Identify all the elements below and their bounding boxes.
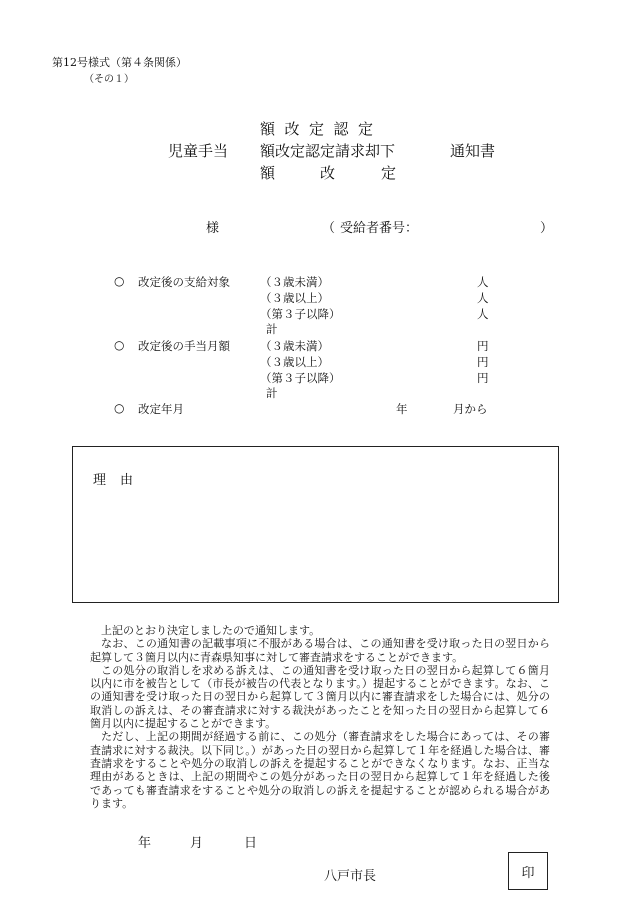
revision-month-from: 月から bbox=[453, 402, 488, 416]
recipient-number-close-paren: ） bbox=[540, 221, 554, 236]
title-allowance-label: 児童手当 bbox=[168, 142, 229, 160]
amount-label: 改定後の手当月額 bbox=[138, 339, 230, 353]
date-month-unit: 月 bbox=[190, 836, 204, 851]
reason-box bbox=[72, 446, 559, 603]
eligible-label: 改定後の支給対象 bbox=[138, 275, 230, 289]
eligible-unit-third-child: 人 bbox=[477, 307, 489, 321]
title-option-revision bbox=[260, 162, 396, 184]
reason-label: 理由 bbox=[93, 473, 148, 488]
amount-unit-third-child: 円 bbox=[477, 371, 489, 385]
title-option-revision-rejection: 額改定認定請求却下 bbox=[260, 142, 396, 160]
title-option-revision-approval: 額改定認定 bbox=[260, 120, 383, 138]
amount-row-under3: （３歳未満） bbox=[260, 339, 329, 353]
eligible-row-under3: （３歳未満） bbox=[260, 275, 329, 289]
form-number: 第12号様式（第４条関係） bbox=[52, 56, 187, 69]
notice-paragraph: この処分の取消しを求める訴えは、この通知書を受け取った日の翌日から起算して６箇月以内に市を被告として（市長が被告の代表となります。）提起することができます。なお、この通知書を受け取った日の翌日から起算して３箇月以内に審査請求をした場合には、処分の取消しの訴えは、その審査請求に対する裁決があったことを知った日の翌日から起算して６箇月以内に提起することができます。 bbox=[90, 663, 550, 731]
title-line3-char-c: 定 bbox=[381, 164, 397, 182]
notice-paragraph: ただし、上記の期間が経過する前に、この処分（審査請求をした場合にあっては、その審査請求に対する裁決。以下同じ。）があった日の翌日から起算して１年を経過した場合は、審査請求をすることや処分の取消しの訴えを提起することができなくなります。なお、正当な理由があるときは、上記の期間やこの処分があった日の翌日から起算して１年を経過した後であっても審査請求をすることや処分の取消しの訴えを提起することが認められる場合があります。 bbox=[90, 730, 550, 810]
revision-date-label: 改定年月 bbox=[138, 402, 184, 416]
notice-text bbox=[90, 624, 550, 810]
amount-row-over3: （３歳以上） bbox=[260, 355, 329, 369]
recipient-number-label: 受給者番号： bbox=[340, 221, 419, 236]
amount-unit-under3: 円 bbox=[477, 339, 489, 353]
amount-total: 計 bbox=[266, 386, 278, 400]
revision-year-unit: 年 bbox=[396, 402, 408, 416]
issuer-mayor: 八戸市長 bbox=[324, 869, 377, 884]
eligible-unit-under3: 人 bbox=[477, 275, 489, 289]
eligible-unit-over3: 人 bbox=[477, 291, 489, 305]
form-sub-number: （その１） bbox=[84, 74, 134, 85]
recipient-number-open-paren: （ bbox=[322, 221, 336, 236]
revision-bullet-icon: ○ bbox=[114, 401, 125, 415]
eligible-total: 計 bbox=[266, 322, 278, 336]
title-line3-char-b: 改 bbox=[320, 164, 336, 182]
amount-unit-over3: 円 bbox=[477, 355, 489, 369]
addressee-honorific: 様 bbox=[206, 221, 220, 236]
title-notice-label: 通知書 bbox=[450, 142, 496, 160]
amount-bullet-icon: ○ bbox=[114, 338, 125, 352]
eligible-row-third-child: （第３子以降） bbox=[260, 307, 341, 321]
eligible-row-over3: （３歳以上） bbox=[260, 291, 329, 305]
title-line3-char-a: 額 bbox=[260, 164, 276, 182]
seal-label: 印 bbox=[521, 865, 535, 881]
eligible-bullet-icon: ○ bbox=[114, 274, 125, 288]
seal-box bbox=[508, 852, 548, 890]
date-day-unit: 日 bbox=[244, 836, 258, 851]
title-options bbox=[260, 118, 396, 184]
notice-paragraph: 上記のとおり決定しましたので通知します。 bbox=[101, 624, 321, 637]
amount-row-third-child: （第３子以降） bbox=[260, 371, 341, 385]
notice-paragraph: なお、この通知書の記載事項に不服がある場合は、この通知書を受け取った日の翌日から起算して３箇月以内に青森県知事に対して審査請求をすることができます。 bbox=[90, 637, 550, 664]
date-year-unit: 年 bbox=[138, 836, 152, 851]
